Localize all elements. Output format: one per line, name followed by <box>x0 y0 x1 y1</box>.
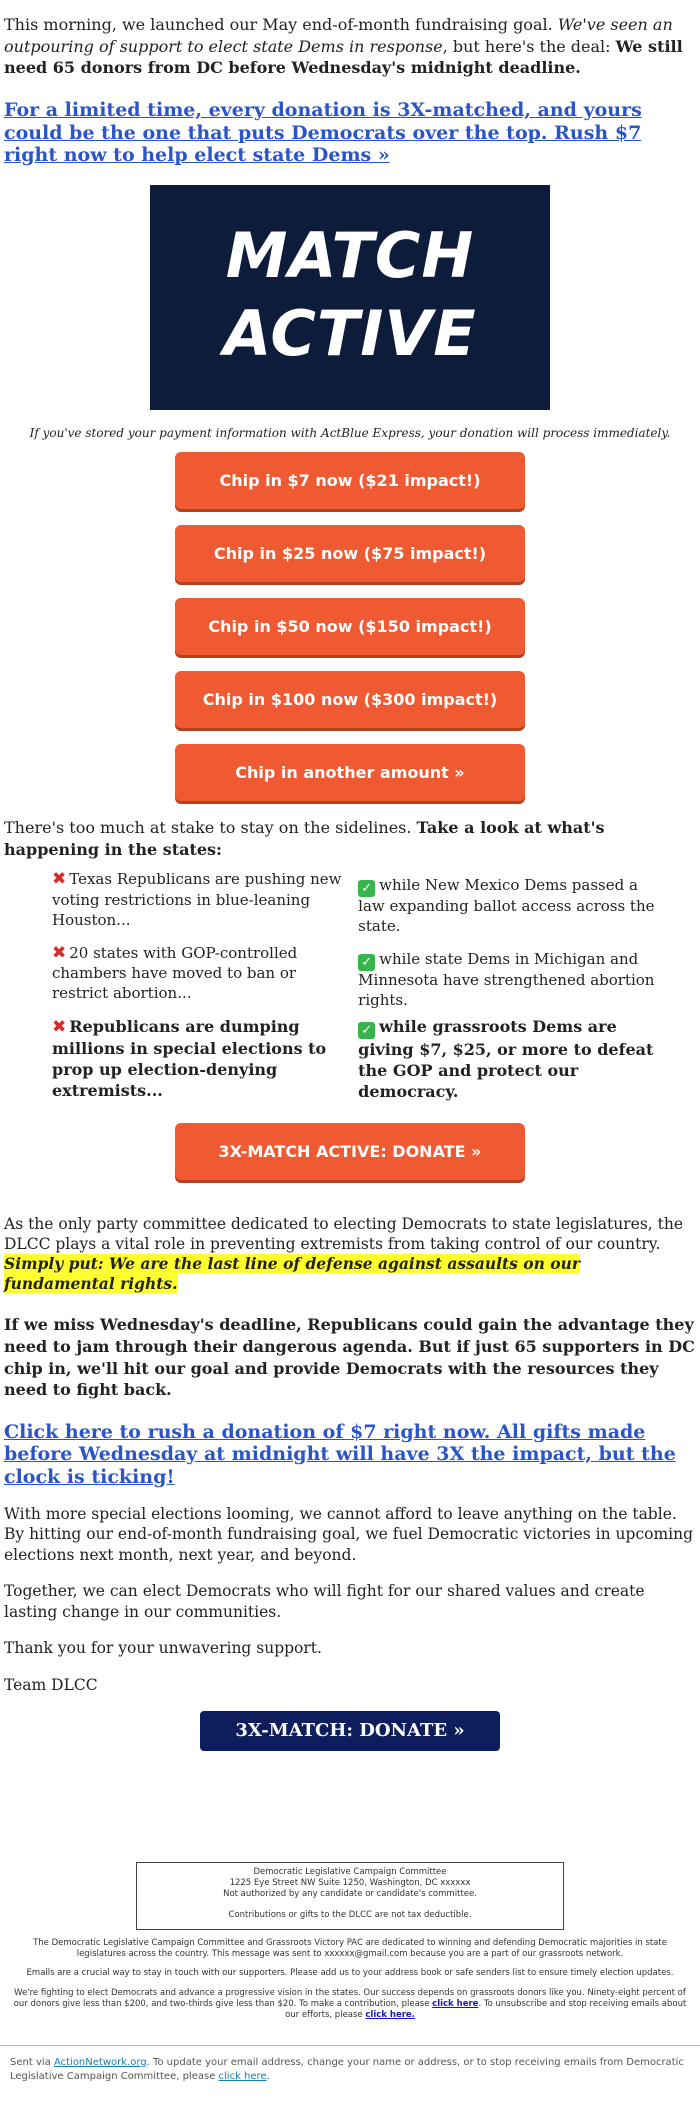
dem-item: ✓ while state Dems in Michigan and Minnesota have strengthened abortion rights. <box>358 949 655 1009</box>
authorization-note: Not authorized by any candidate or candidate's committee. <box>223 1889 477 1900</box>
navy-donate-button[interactable]: 3X-MATCH: DONATE » <box>200 1711 500 1751</box>
gop-item: ✖ Texas Republicans are pushing new voting restrictions in blue-leaning Houston... <box>52 869 342 929</box>
gop-item: ✖ 20 states with GOP-controlled chambers have moved to ban or restrict abortion... <box>52 942 298 1003</box>
rush-donation-link[interactable]: Click here to rush a donation of $7 right now. All gifts made before Wednesday at midnight will have 3X the impact, but the clock is ticking! <box>4 1420 676 1488</box>
comparison-table <box>52 868 662 1107</box>
red-x-icon: ✖ <box>52 869 67 890</box>
match-banner <box>4 185 696 414</box>
body-paragraph: Together, we can elect Democrats who will fight for our shared values and create lasting change in our communities. <box>4 1582 645 1621</box>
intro-paragraph: This morning, we launched our May end-of-month fundraising goal. We've seen an outpouring of support to elect state Dems in response, but here's the deal: We still need 65 donors from DC before Wednesday's midnight deadline. <box>4 15 683 78</box>
footer <box>0 1862 700 2021</box>
donate-25-button[interactable]: Chip in $25 now ($75 impact!) <box>175 525 525 582</box>
thank-you-paragraph: Thank you for your unwavering support. <box>4 1639 322 1658</box>
donate-50-button[interactable]: Chip in $50 now ($150 impact!) <box>175 598 525 655</box>
green-check-icon: ✓ <box>358 1022 375 1039</box>
match-active-image[interactable] <box>150 185 550 410</box>
dem-item: ✓ while New Mexico Dems passed a law expanding ballot access across the state. <box>358 876 655 936</box>
green-check-icon: ✓ <box>358 954 375 971</box>
highlighted-text: Simply put: We are the last line of defense against assaults on our fundamental rights. <box>4 1254 581 1294</box>
match-image-line1: MATCH <box>225 219 475 293</box>
fine-print-3: We're fighting to elect Democrats and advance a progressive vision in the states. Our success depends on grassroots donors like you. Ninety-eight percent of our donors give less than $200, and two-thirds give less than $20. To make a contribution, please click here. To unsubscribe and stop receiving emails about our efforts, please click here. <box>13 1987 687 2020</box>
green-check-icon: ✓ <box>358 880 375 897</box>
contribute-link[interactable]: click here <box>432 1998 479 2009</box>
headline-donate-link[interactable]: For a limited time, every donation is 3X-matched, and yours could be the one that puts Democrats over the top. Rush $7 right now to help elect state Dems » <box>4 98 642 167</box>
org-address: 1225 Eye Street NW Suite 1250, Washington, DC xxxxxx <box>229 1878 471 1889</box>
actionnetwork-link[interactable]: ActionNetwork.org <box>53 2057 147 2068</box>
comparison-row <box>52 1016 662 1107</box>
deadline-paragraph: If we miss Wednesday's deadline, Republicans could gain the advantage they need to jam through their dangerous agenda. But if just 65 supporters in DC chip in, we'll hit our goal and provide Democrats with the resources they need to fight back. <box>4 1315 695 1400</box>
update-email-link[interactable]: click here <box>218 2070 267 2082</box>
red-x-icon: ✖ <box>52 942 67 963</box>
gop-item: ✖ Republicans are dumping millions in special elections to prop up election-denying extremists... <box>52 1016 327 1101</box>
match-active-donate-button[interactable]: 3X-MATCH ACTIVE: DONATE » <box>175 1123 525 1180</box>
donate-other-button[interactable]: Chip in another amount » <box>175 744 525 801</box>
dem-item: ✓ while grassroots Dems are giving $7, $25, or more to defeat the GOP and protect our democracy. <box>358 1016 654 1101</box>
tax-note: Contributions or gifts to the DLCC are not tax deductible. <box>228 1909 472 1920</box>
unsubscribe-link[interactable]: click here. <box>365 2009 415 2020</box>
comparison-row <box>52 942 662 1016</box>
donate-7-button[interactable]: Chip in $7 now ($21 impact!) <box>175 452 525 509</box>
stake-paragraph: There's too much at stake to stay on the sidelines. Take a look at what's happening in the states: <box>4 818 605 859</box>
donate-100-button[interactable]: Chip in $100 now ($300 impact!) <box>175 671 525 728</box>
fine-print-2: Emails are a crucial way to stay in touch with our supporters. Please add us to your address book or safe senders list to ensure timely election updates. <box>26 1968 674 1979</box>
match-image-line2: ACTIVE <box>223 297 477 371</box>
dlcc-paragraph: As the only party committee dedicated to electing Democrats to state legislatures, the DLCC plays a vital role in preventing extremists from taking control of our country. Simply put: We are the last line of defense against assaults on our fundamental rights. <box>4 1214 684 1294</box>
fine-print-1: The Democratic Legislative Campaign Committee and Grassroots Victory PAC are dedicated to winning and defending Democratic majorities in state legislatures across the country. This message was sent to xxxxxx@gmail.com because you are a part of our grassroots network. <box>33 1937 667 1960</box>
sent-via-bar: Sent via ActionNetwork.org. To update your email address, change your name or address, or to stop receiving emails from Democratic Legislative Campaign Committee, please click here. <box>0 2045 700 2083</box>
actblue-express-note: If you've stored your payment information with ActBlue Express, your donation will process immediately. <box>29 426 671 441</box>
body-paragraph: With more special elections looming, we cannot afford to leave anything on the table. By hitting our end-of-month fundraising goal, we fuel Democratic victories in upcoming elections next month, next year, and beyond. <box>4 1505 694 1564</box>
comparison-row <box>52 868 662 942</box>
red-x-icon: ✖ <box>52 1016 67 1037</box>
org-name: Democratic Legislative Campaign Committee <box>253 1867 447 1877</box>
address-box <box>136 1862 564 1930</box>
donate-button-list <box>4 452 696 801</box>
signature: Team DLCC <box>4 1675 98 1694</box>
